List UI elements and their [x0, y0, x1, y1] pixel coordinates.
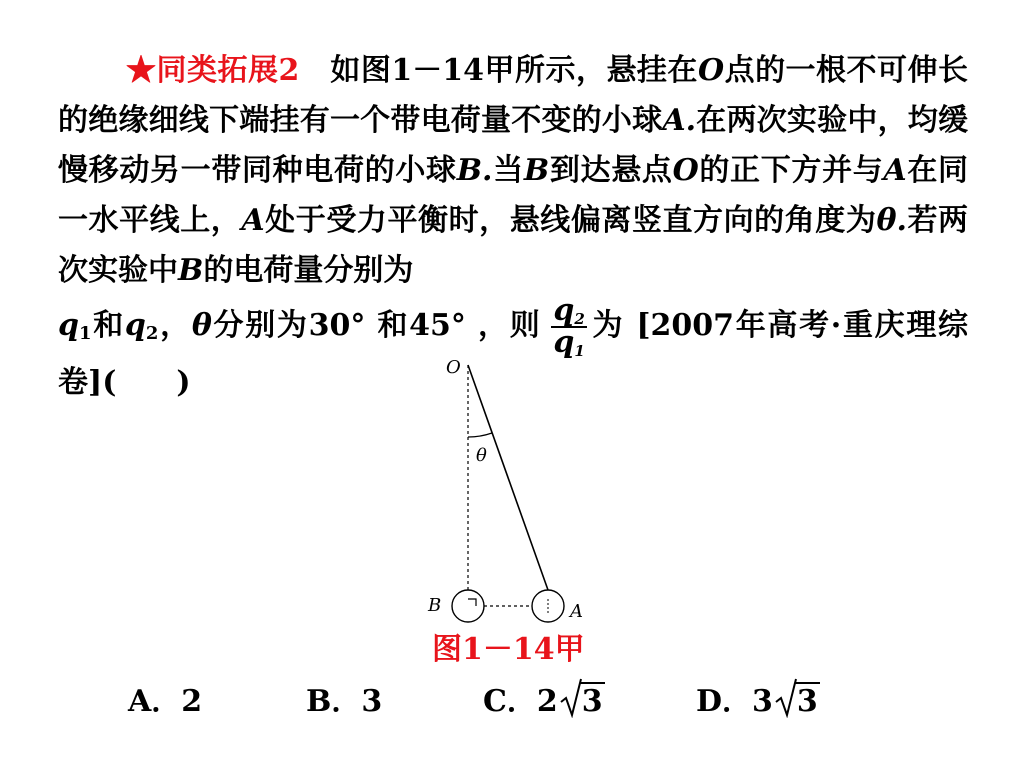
problem-segment: 处于受力平衡时，悬线偏离竖直方向的角度为: [264, 203, 877, 238]
suspension-thread: [468, 365, 548, 590]
subscript: 2: [574, 310, 585, 328]
problem-segment: 如图1－14甲所示，悬挂在: [330, 53, 698, 88]
option-d[interactable]: [696, 680, 820, 724]
var-a: A: [241, 203, 265, 238]
var-o: O: [697, 53, 725, 88]
label-o: O: [446, 357, 461, 378]
radical-sign-icon: [775, 678, 797, 718]
problem-segment: 和: [91, 308, 125, 343]
option-label: B．: [306, 684, 362, 719]
radicand: 3: [796, 684, 818, 719]
option-coefficient: 3: [752, 684, 773, 719]
var-b: B.: [456, 153, 493, 188]
var-theta: θ.: [876, 203, 907, 238]
option-label: D．: [696, 684, 753, 719]
sqrt-expression: [560, 680, 605, 724]
label-theta: θ: [476, 445, 487, 466]
label-b: B: [428, 595, 442, 616]
option-coefficient: 2: [536, 684, 558, 719]
var-theta: θ: [191, 308, 212, 343]
ball-b: [452, 590, 484, 622]
figure-caption: 图1－14甲: [432, 632, 585, 667]
problem-segment: 的正下方并与: [698, 153, 884, 188]
var-a: A.: [662, 103, 697, 138]
subscript: 1: [78, 323, 92, 344]
option-value: 3: [361, 684, 383, 719]
fraction-q2-over-q1: [551, 293, 586, 360]
frac-q: q: [553, 325, 575, 360]
sqrt-expression: [775, 680, 820, 724]
pendulum-diagram: [420, 355, 620, 630]
option-value: 2: [181, 684, 203, 719]
subscript: 2: [145, 323, 159, 344]
fraction-denominator: [551, 325, 586, 360]
problem-segment: 当: [492, 153, 524, 188]
problem-text: [58, 46, 968, 408]
problem-segment: 到达悬点: [549, 153, 673, 188]
var-b: B: [523, 153, 550, 188]
option-label: C．: [483, 684, 537, 719]
frac-q: q: [553, 293, 575, 328]
answer-options: [128, 680, 848, 724]
problem-segment: 的电荷量分别为: [203, 253, 414, 288]
option-label: A．: [128, 684, 182, 719]
problem-segment: 在两次实验中，均缓慢移动另一带同种电荷的小球: [58, 103, 969, 188]
option-c[interactable]: [483, 680, 605, 724]
problem-segment: 分别为30° 和45° ，则: [211, 308, 542, 343]
right-angle-mark: [468, 599, 476, 606]
option-a[interactable]: [128, 680, 202, 724]
var-b: B: [178, 253, 204, 288]
problem-tag: ★同类拓展2: [126, 53, 300, 88]
radical-sign-icon: [560, 678, 582, 718]
problem-segment: ，: [158, 308, 192, 343]
diagram-svg: [420, 355, 620, 630]
problem-segment: 在同一水平线上，: [58, 153, 969, 238]
radicand: 3: [581, 684, 603, 719]
problem-segment: 点的一根不可伸长的绝缘细线下端挂有一个带电荷量不变的小球: [58, 53, 969, 138]
var-q2: q: [124, 308, 146, 343]
fraction-numerator: [551, 293, 586, 328]
var-a: A: [883, 153, 907, 188]
var-q1: q: [58, 308, 79, 343]
problem-segment: 若两次实验中: [58, 203, 969, 288]
label-a: A: [570, 601, 583, 622]
ball-a: [532, 590, 564, 622]
subscript: 1: [574, 342, 585, 360]
var-o: O: [672, 153, 699, 188]
angle-arc: [468, 433, 492, 437]
problem-segment: 为 [2007年高考·重庆理综卷]( ): [58, 308, 969, 400]
option-b[interactable]: [306, 680, 382, 724]
